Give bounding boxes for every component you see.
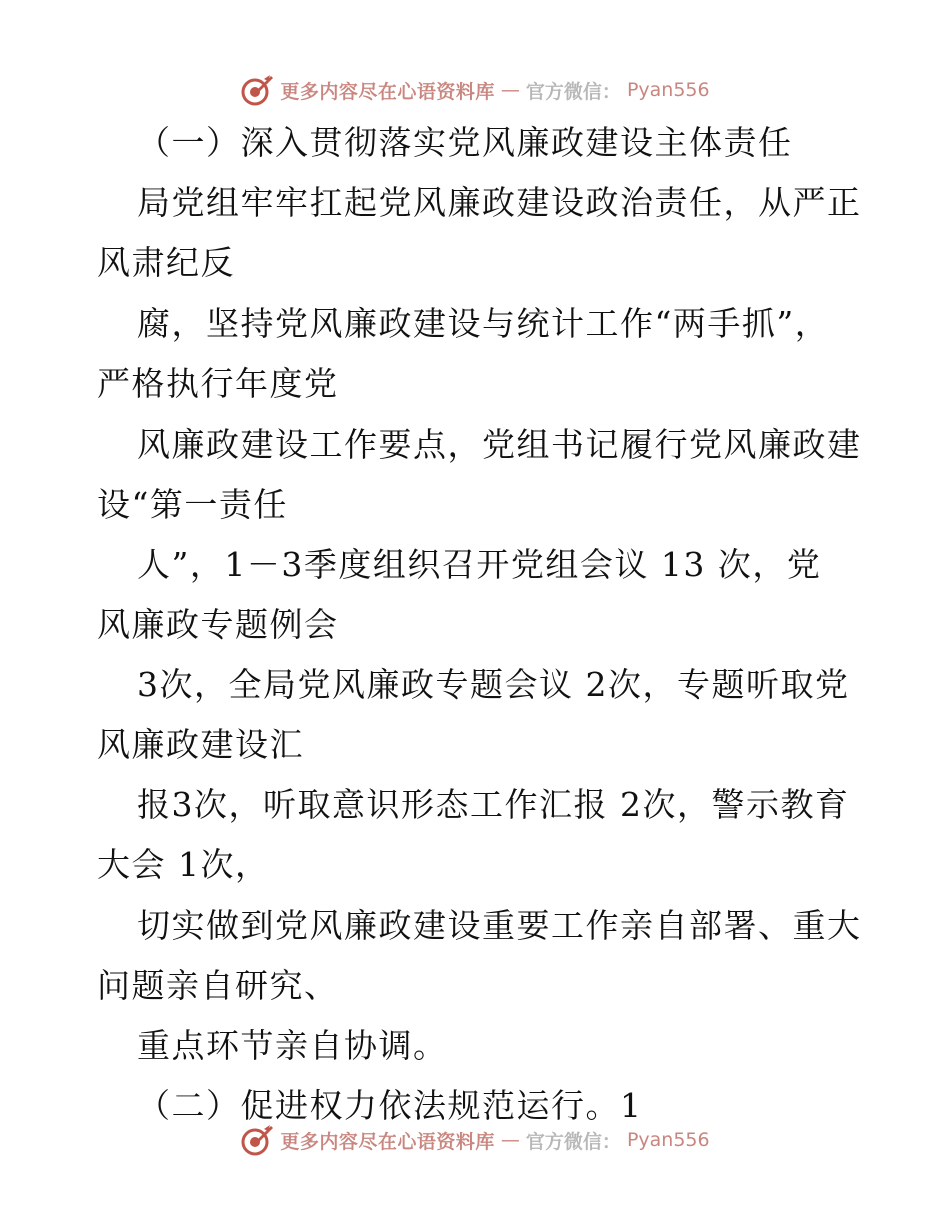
watermark-text: 更多内容尽在心语资料库 [280,1130,495,1153]
paragraph-line: 严格执行年度党 [97,364,339,403]
heading-section-2: （二）促进权力依法规范运行。1 [137,1086,643,1125]
watermark-wechat-label: 官方微信： [525,80,621,103]
watermark-wechat-id: Pyan556 [626,1129,710,1151]
quill-seal-icon [240,73,274,107]
watermark-wechat-id: Pyan556 [626,79,710,101]
watermark-text: 更多内容尽在心语资料库 [280,80,495,103]
paragraph-line: 风肃纪反 [97,243,235,282]
paragraph-line: 风廉政专题例会 [97,605,339,644]
watermark-dash: — [500,1129,520,1151]
paragraph-line: 问题亲自研究、 [97,966,339,1005]
paragraph-line: 风廉政建设汇 [97,725,304,764]
watermark-dash: — [500,79,520,101]
paragraph-line: 重点环节亲自协调。 [137,1026,448,1065]
paragraph-line: 设“第一责任 [97,485,288,524]
paragraph-line: 切实做到党风廉政建设重要工作亲自部署、重大 [137,906,862,945]
paragraph-line: 大会 1次， [97,845,270,884]
paragraph-line: 人”，1－3季度组织召开党组会议 13 次，党 [137,545,822,584]
watermark-banner-top [0,72,950,108]
paragraph-line: 局党组牢牢扛起党风廉政建设政治责任，从严正 [137,183,862,222]
paragraph-line: 报3次，听取意识形态工作汇报 2次，警示教育 [137,785,850,824]
watermark-banner-bottom [0,1122,950,1158]
paragraph-line: 3次，全局党风廉政专题会议 2次，专题听取党 [137,665,850,704]
heading-section-1: （一）深入贯彻落实党风廉政建设主体责任 [137,123,793,162]
paragraph-line: 风廉政建设工作要点，党组书记履行党风廉政建 [137,425,862,464]
paragraph-line: 腐，坚持党风廉政建设与统计工作“两手抓”， [137,304,830,343]
quill-seal-icon [240,1123,274,1157]
watermark-wechat-label: 官方微信： [525,1130,621,1153]
